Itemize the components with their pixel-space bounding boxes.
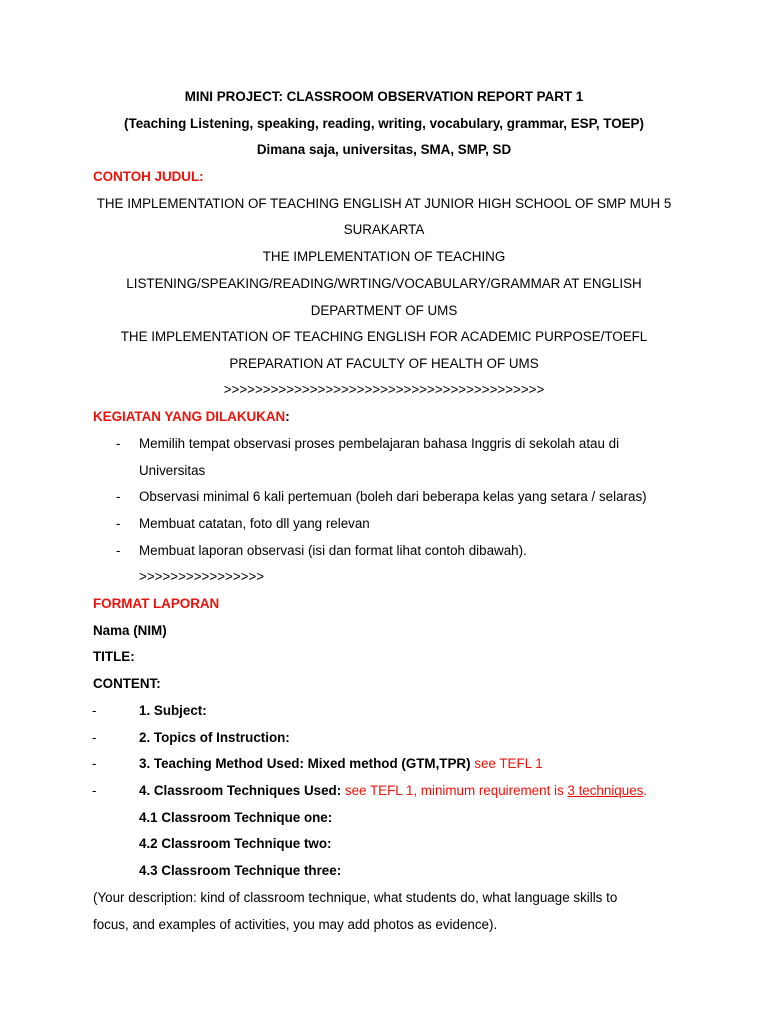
example-line: DEPARTMENT OF UMS	[310, 303, 458, 318]
list-item-text: Memilih tempat observasi proses pembelajaran bahasa Inggris di sekolah atau di	[139, 436, 620, 451]
techniques-note: see TEFL 1, minimum requirement is	[341, 783, 568, 798]
techniques-label: 4. Classroom Techniques Used	[139, 783, 337, 798]
method-label: 3. Teaching Method Used: Mixed method (GTM,TPR)	[139, 756, 471, 771]
content-method	[139, 755, 543, 773]
list-item-text: Universitas	[139, 463, 206, 478]
list-dash: -	[116, 516, 121, 531]
example-line: THE IMPLEMENTATION OF TEACHING ENGLISH AT JUNIOR HIGH SCHOOL OF SMP MUH 5	[96, 196, 672, 211]
description-line: (Your description: kind of classroom technique, what students do, what language skills to	[93, 890, 618, 905]
content-techniques	[139, 782, 647, 800]
example-arrows: >>>>>>>>>>>>>>>>>>>>>>>>>>>>>>>>>>>>>>>>>	[223, 382, 545, 397]
list-dash: -	[116, 543, 121, 558]
content-subject: 1. Subject:	[139, 703, 207, 718]
example-line: SURAKARTA	[343, 222, 425, 237]
activities-heading-label: KEGIATAN YANG DILAKUKAN	[93, 409, 286, 424]
techniques-end: .	[643, 783, 648, 798]
description-line: focus, and examples of activities, you may add photos as evidence).	[93, 917, 498, 932]
list-dash: -	[92, 756, 97, 771]
list-item-text: Membuat catatan, foto dll yang relevan	[139, 516, 370, 531]
format-content: CONTENT:	[93, 676, 161, 691]
example-line: PREPARATION AT FACULTY OF HEALTH OF UMS	[229, 356, 539, 371]
document-subtitle: (Teaching Listening, speaking, reading, writing, vocabulary, grammar, ESP, TOEP)	[124, 116, 644, 131]
list-dash: -	[92, 703, 97, 718]
list-item-text: Membuat laporan observasi (isi dan format lihat contoh dibawah).	[139, 543, 527, 558]
technique-three: 4.3 Classroom Technique three:	[139, 863, 342, 878]
format-title: TITLE:	[93, 649, 135, 664]
list-dash: -	[116, 489, 121, 504]
format-name: Nama (NIM)	[93, 623, 167, 638]
document-title: MINI PROJECT: CLASSROOM OBSERVATION REPORT PART 1	[184, 89, 584, 104]
activities-heading-colon: :	[285, 409, 290, 424]
example-line: LISTENING/SPEAKING/READING/WRTING/VOCABULARY/GRAMMAR AT ENGLISH	[126, 276, 642, 291]
example-line: THE IMPLEMENTATION OF TEACHING ENGLISH FOR ACADEMIC PURPOSE/TOEFL	[120, 329, 648, 344]
format-heading: FORMAT LAPORAN	[93, 596, 220, 611]
list-dash: -	[92, 730, 97, 745]
list-dash: -	[92, 783, 97, 798]
techniques-link[interactable]: 3 techniques	[567, 783, 644, 798]
example-line: THE IMPLEMENTATION OF TEACHING	[262, 249, 506, 264]
activities-heading	[93, 408, 290, 426]
document-location: Dimana saja, universitas, SMA, SMP, SD	[256, 142, 512, 157]
techniques-colon: :	[336, 783, 342, 798]
technique-two: 4.2 Classroom Technique two:	[139, 836, 332, 851]
method-note: see TEFL 1	[470, 756, 543, 771]
list-item-text: Observasi minimal 6 kali pertemuan (boleh dari beberapa kelas yang setara / selaras)	[139, 489, 647, 504]
content-topics: 2. Topics of Instruction:	[139, 730, 290, 745]
technique-one: 4.1 Classroom Technique one:	[139, 810, 333, 825]
examples-heading: CONTOH JUDUL:	[93, 169, 204, 184]
arrows-text: >>>>>>>>>>>>>>>>	[139, 569, 265, 584]
list-dash: -	[116, 436, 121, 451]
